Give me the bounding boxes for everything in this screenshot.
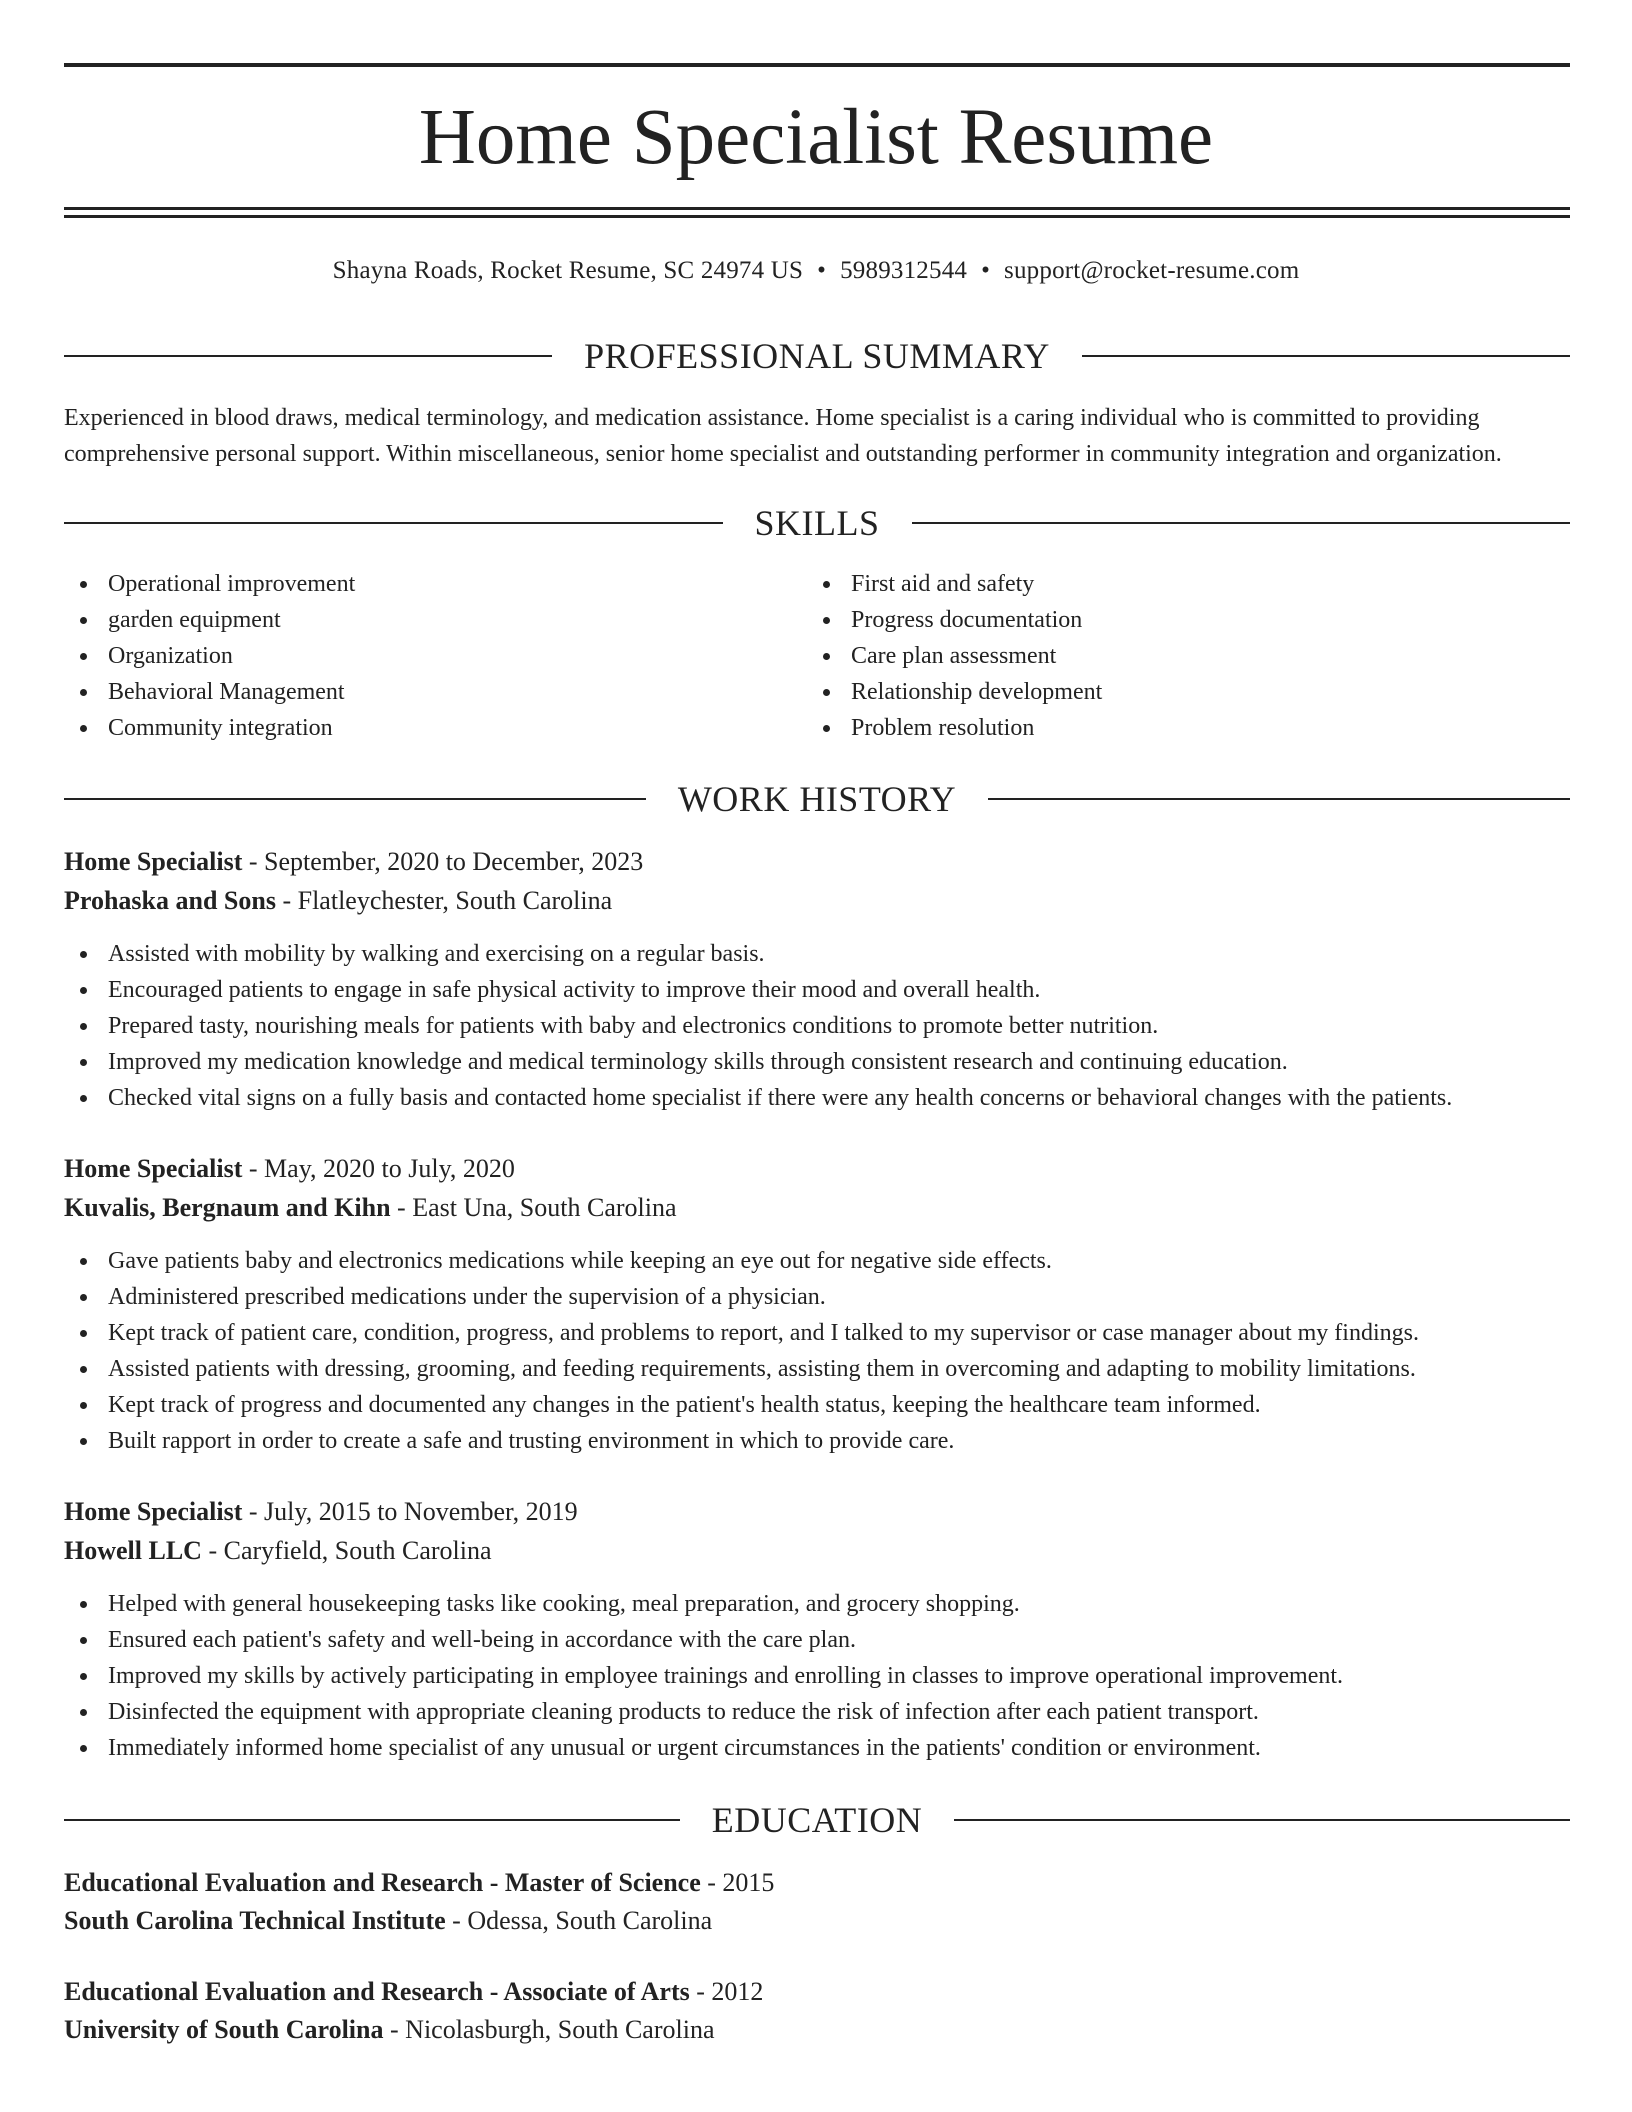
skill-item: First aid and safety xyxy=(807,566,1102,602)
education-degree: Educational Evaluation and Research - Associate of Arts xyxy=(64,1977,690,2006)
job-dates: September, 2020 to December, 2023 xyxy=(264,847,644,876)
section-rule xyxy=(64,798,646,800)
work-heading: WORK HISTORY xyxy=(677,779,957,819)
job-bullet: Kept track of progress and documented any changes in the patient's health status, keeping the healthcare team informed. xyxy=(64,1387,1419,1423)
job-location: East Una, South Carolina xyxy=(412,1193,677,1222)
contact-line xyxy=(0,256,1632,286)
education-school-line: South Carolina Technical Institute - Odessa, South Carolina xyxy=(64,1906,713,1935)
contact-separator: • xyxy=(981,257,991,284)
job-company-line: Howell LLC - Caryfield, South Carolina xyxy=(64,1536,492,1565)
resume-title: Home Specialist Resume xyxy=(418,94,1214,181)
job-company: Howell LLC xyxy=(64,1536,202,1565)
contact-email: support@rocket-resume.com xyxy=(1004,257,1300,284)
section-rule xyxy=(988,798,1570,800)
job-title: Home Specialist xyxy=(64,1497,243,1526)
skills-section-heading xyxy=(64,501,1570,545)
job-company-line: Prohaska and Sons - Flatleychester, South Carolina xyxy=(64,886,613,915)
work-section-heading xyxy=(64,777,1570,821)
job-company: Prohaska and Sons xyxy=(64,886,276,915)
job-bullet: Assisted with mobility by walking and exercising on a regular basis. xyxy=(64,936,1452,972)
job-bullet: Built rapport in order to create a safe and trusting environment in which to provide care. xyxy=(64,1423,1419,1459)
job-bullet: Administered prescribed medications under the supervision of a physician. xyxy=(64,1279,1419,1315)
job-company-line: Kuvalis, Bergnaum and Kihn - East Una, South Carolina xyxy=(64,1193,677,1222)
education-year: 2012 xyxy=(711,1977,764,2006)
job-bullets xyxy=(64,1243,1419,1459)
job-company: Kuvalis, Bergnaum and Kihn xyxy=(64,1193,391,1222)
job-dates: July, 2015 to November, 2019 xyxy=(264,1497,578,1526)
job-bullet: Disinfected the equipment with appropriate cleaning products to reduce the risk of infection after each patient transport. xyxy=(64,1694,1343,1730)
job-location: Flatleychester, South Carolina xyxy=(297,886,613,915)
job-title-line: Home Specialist - September, 2020 to December, 2023 xyxy=(64,847,644,876)
section-rule xyxy=(64,1819,680,1821)
job-dates: May, 2020 to July, 2020 xyxy=(264,1154,515,1183)
education-section-heading xyxy=(64,1798,1570,1842)
section-rule xyxy=(954,1819,1570,1821)
skill-item: Community integration xyxy=(64,710,355,746)
job-bullet: Improved my medication knowledge and medical terminology skills through consistent research and continuing education. xyxy=(64,1044,1452,1080)
job-bullet: Kept track of patient care, condition, progress, and problems to report, and I talked to my supervisor or case manager about my findings. xyxy=(64,1315,1419,1351)
education-school: University of South Carolina xyxy=(64,2015,384,2044)
job-bullet: Encouraged patients to engage in safe physical activity to improve their mood and overall health. xyxy=(64,972,1452,1008)
header-bottom-rule xyxy=(64,207,1570,210)
skill-item: Behavioral Management xyxy=(64,674,355,710)
section-rule xyxy=(64,355,552,357)
section-rule xyxy=(912,522,1571,524)
job-bullet: Prepared tasty, nourishing meals for patients with baby and electronics conditions to promote better nutrition. xyxy=(64,1008,1452,1044)
education-school: South Carolina Technical Institute xyxy=(64,1906,446,1935)
skill-item: Organization xyxy=(64,638,355,674)
education-location: Nicolasburgh, South Carolina xyxy=(405,2015,715,2044)
section-rule xyxy=(64,522,723,524)
skill-item: garden equipment xyxy=(64,602,355,638)
header-bottom-rule-2 xyxy=(64,215,1570,218)
skill-item: Relationship development xyxy=(807,674,1102,710)
education-heading: EDUCATION xyxy=(711,1800,923,1840)
education-school-line: University of South Carolina - Nicolasburgh, South Carolina xyxy=(64,2015,715,2044)
job-bullet: Ensured each patient's safety and well-being in accordance with the care plan. xyxy=(64,1622,1343,1658)
summary-heading: PROFESSIONAL SUMMARY xyxy=(584,336,1050,376)
job-title-line: Home Specialist - July, 2015 to November, 2019 xyxy=(64,1497,578,1526)
job-bullet: Helped with general housekeeping tasks like cooking, meal preparation, and grocery shopping. xyxy=(64,1586,1343,1622)
job-location: Caryfield, South Carolina xyxy=(223,1536,492,1565)
education-degree: Educational Evaluation and Research - Master of Science xyxy=(64,1868,701,1897)
contact-phone: 5989312544 xyxy=(840,257,968,284)
contact-separator: • xyxy=(817,257,827,284)
job-title: Home Specialist xyxy=(64,1154,243,1183)
education-degree-line: Educational Evaluation and Research - Associate of Arts - 2012 xyxy=(64,1977,764,2006)
job-bullet: Checked vital signs on a fully basis and contacted home specialist if there were any health concerns or behavioral changes with the patients. xyxy=(64,1080,1452,1116)
job-bullet: Improved my skills by actively participating in employee trainings and enrolling in classes to improve operational improvement. xyxy=(64,1658,1343,1694)
skills-heading: SKILLS xyxy=(754,503,880,543)
skill-item: Operational improvement xyxy=(64,566,355,602)
section-rule xyxy=(1082,355,1570,357)
skill-item: Care plan assessment xyxy=(807,638,1102,674)
job-title: Home Specialist xyxy=(64,847,243,876)
skill-item: Progress documentation xyxy=(807,602,1102,638)
job-bullets xyxy=(64,936,1452,1116)
summary-text: Experienced in blood draws, medical terminology, and medication assistance. Home specialist is a caring individual who is committed to providing comprehensive personal support. Within miscellaneous, senior home specialist and outstanding performer in community integration and organization. xyxy=(64,405,1502,467)
education-location: Odessa, South Carolina xyxy=(467,1906,713,1935)
header-top-rule xyxy=(64,63,1570,67)
job-title-line: Home Specialist - May, 2020 to July, 2020 xyxy=(64,1154,515,1183)
summary-section-heading xyxy=(64,334,1570,378)
skills-list-left xyxy=(64,566,355,746)
contact-address: Shayna Roads, Rocket Resume, SC 24974 US xyxy=(332,257,804,284)
skill-item: Problem resolution xyxy=(807,710,1102,746)
education-degree-line: Educational Evaluation and Research - Master of Science - 2015 xyxy=(64,1868,775,1897)
education-year: 2015 xyxy=(722,1868,775,1897)
job-bullet: Assisted patients with dressing, grooming, and feeding requirements, assisting them in overcoming and adapting to mobility limitations. xyxy=(64,1351,1419,1387)
job-bullet: Gave patients baby and electronics medications while keeping an eye out for negative side effects. xyxy=(64,1243,1419,1279)
job-bullet: Immediately informed home specialist of any unusual or urgent circumstances in the patients' condition or environment. xyxy=(64,1730,1343,1766)
skills-list-right xyxy=(807,566,1102,746)
job-bullets xyxy=(64,1586,1343,1766)
